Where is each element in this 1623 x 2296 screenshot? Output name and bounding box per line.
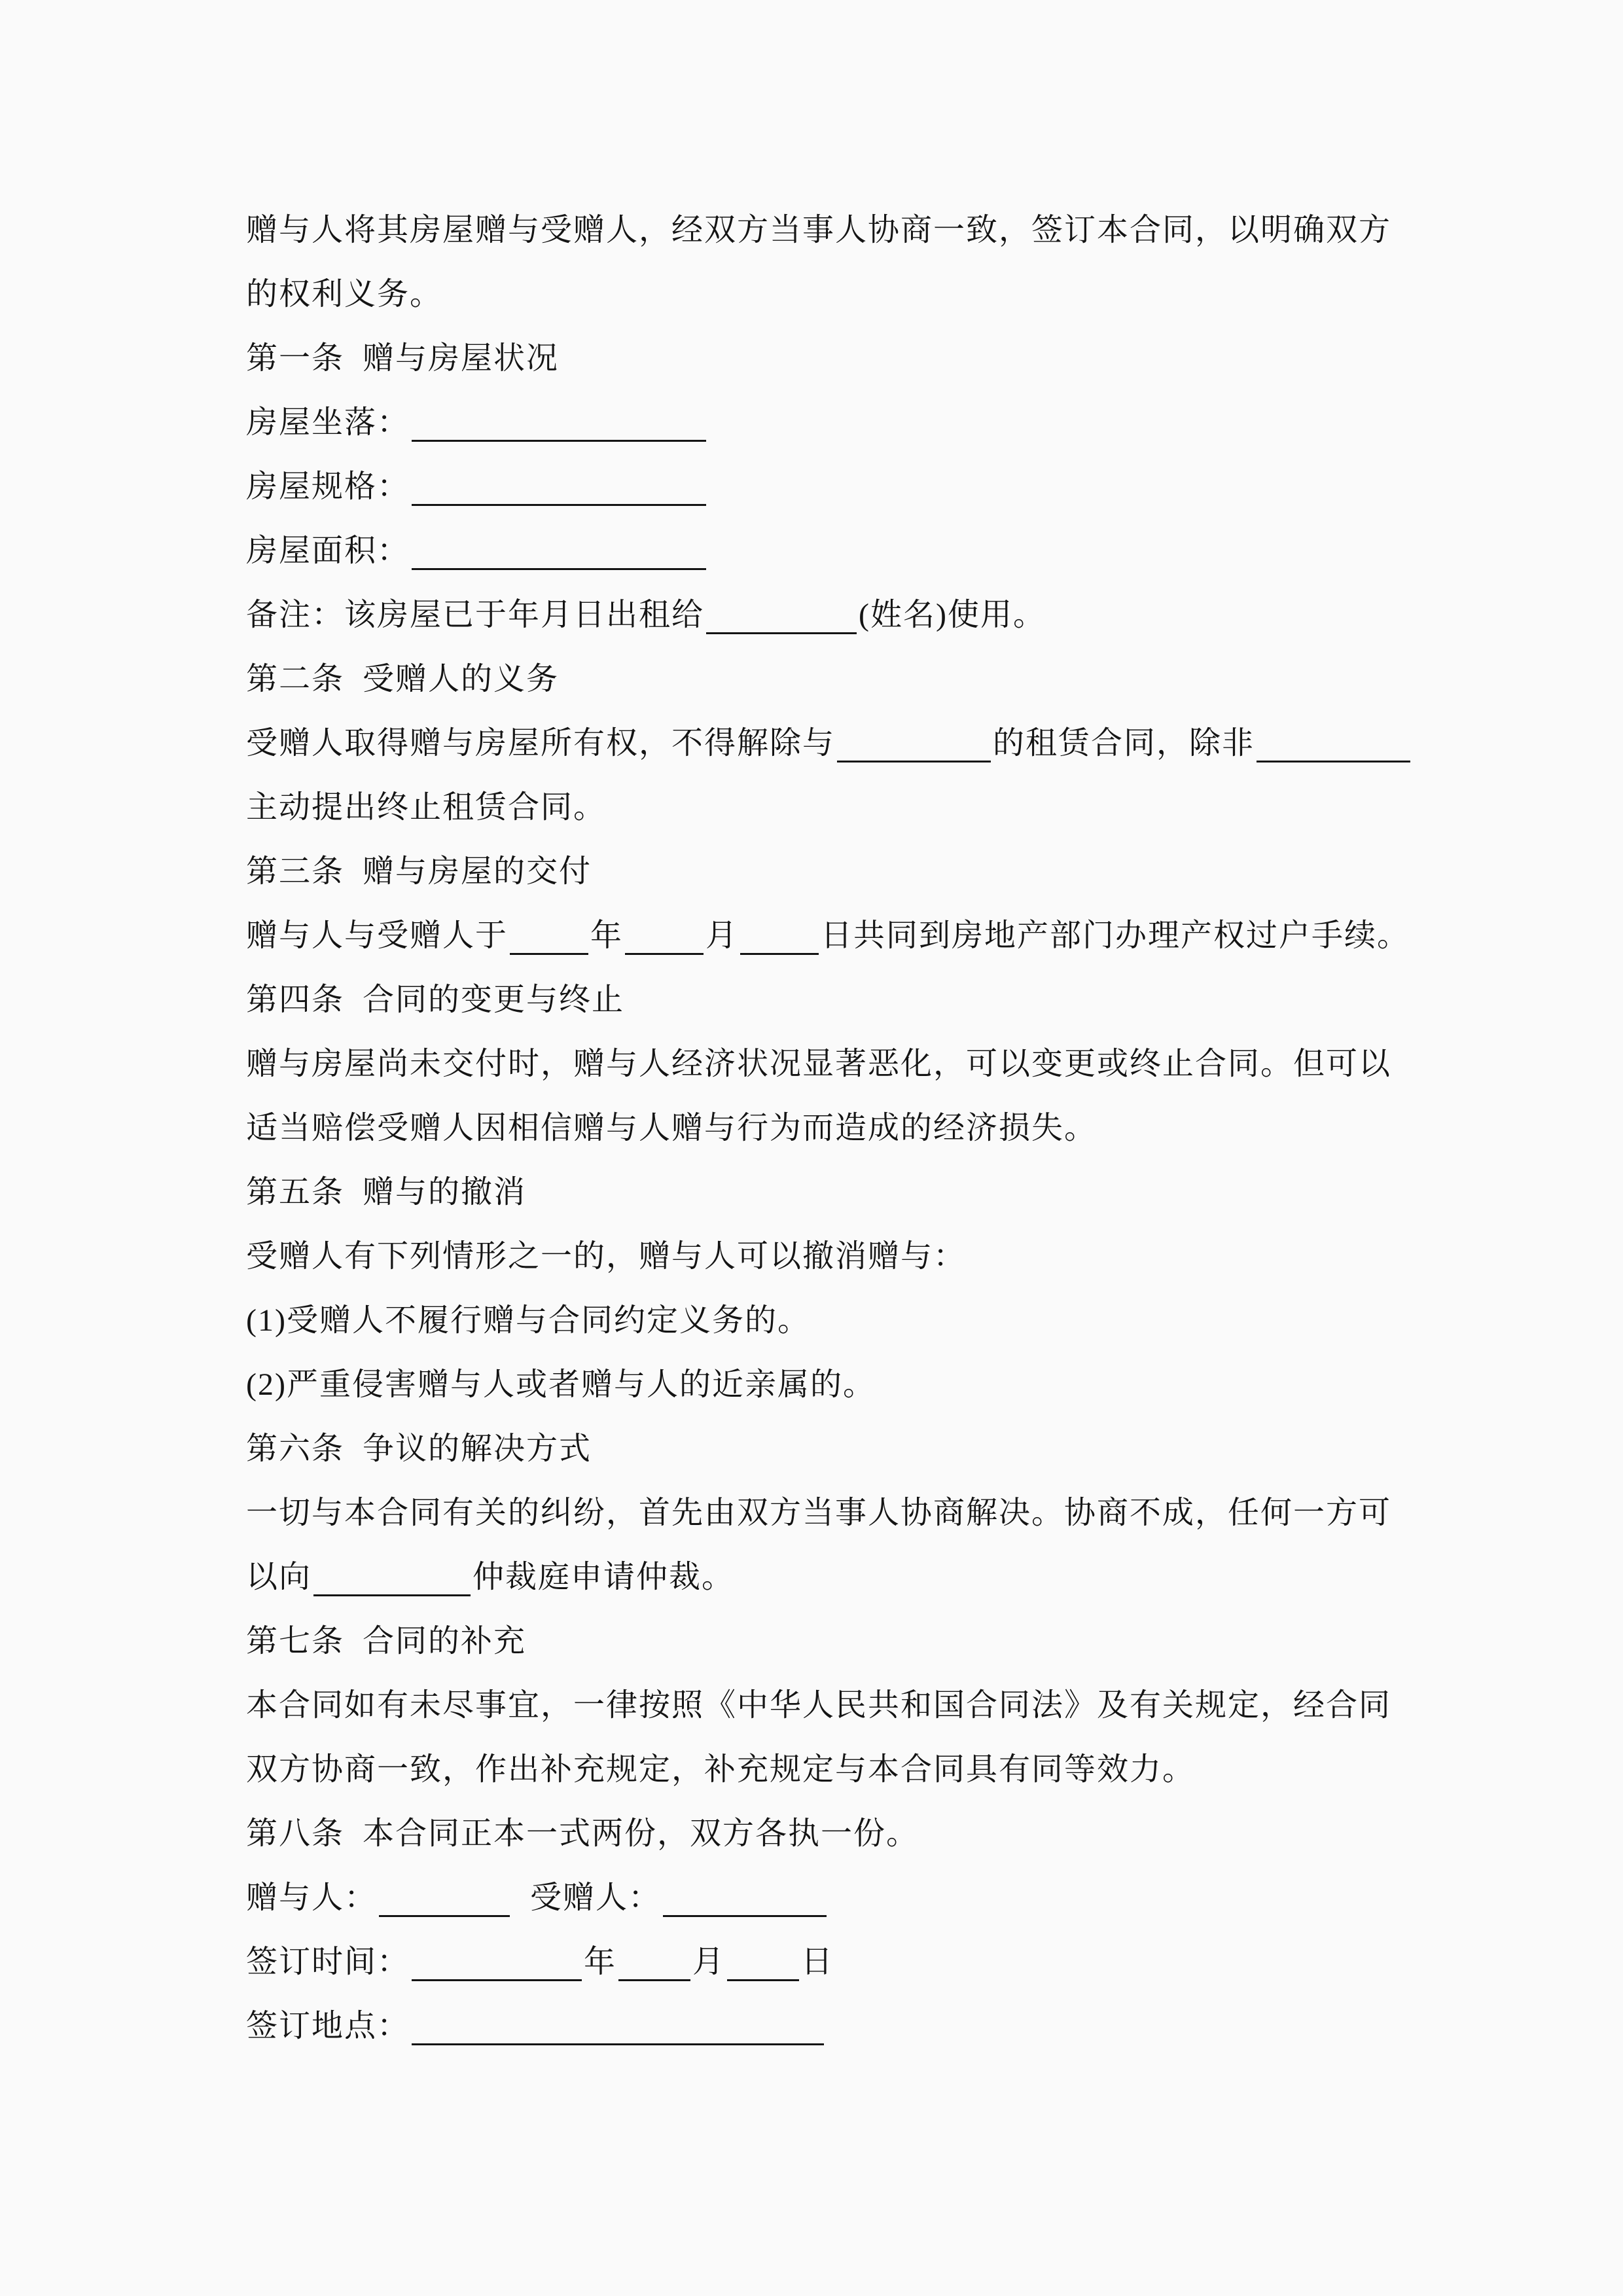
sign-date-line-text: 月 (692, 1945, 726, 1979)
article-4-line-1 (246, 1032, 1431, 1096)
blank-underline-field (740, 951, 819, 955)
blank-underline-field (1257, 759, 1410, 762)
contract-body (246, 198, 1431, 2058)
article-5-item-1-text: (1)受赠人不履行赠与合同约定义务的。 (246, 1303, 810, 1338)
intro-line-1-text: 赠与人将其房屋赠与受赠人，经双方当事人协商一致，签订本合同，以明确双方 (246, 213, 1392, 247)
signature-line-text: 赠与人： (246, 1880, 378, 1915)
article-5-item-2 (246, 1353, 1431, 1417)
article-5-line-1-text: 受赠人有下列情形之一的，赠与人可以撤消赠与： (246, 1239, 967, 1274)
article-2-line-2 (246, 776, 1431, 840)
article-7-line-1 (246, 1674, 1431, 1738)
article-6-heading-text: 第六条 争议的解决方式 (246, 1431, 592, 1466)
article-2-line-1-text: 受赠人取得赠与房屋所有权，不得解除与 (246, 726, 836, 761)
article-6-heading (246, 1417, 1431, 1481)
remark-line (246, 583, 1431, 647)
intro-line-1 (246, 198, 1431, 262)
blank-underline-field (510, 951, 588, 955)
blank-underline-field (618, 1977, 690, 1981)
article-8-heading-text: 第八条 本合同正本一式两份，双方各执一份。 (246, 1816, 919, 1851)
article-5-heading-text: 第五条 赠与的撤消 (246, 1175, 527, 1210)
article-5-heading (246, 1160, 1431, 1225)
article-3-line-1-text: 赠与人与受赠人于 (246, 918, 508, 953)
blank-underline-field (412, 502, 706, 506)
article-3-heading-text: 第三条 赠与房屋的交付 (246, 854, 592, 889)
article-2-line-1 (246, 711, 1431, 776)
article-7-heading-text: 第七条 合同的补充 (246, 1624, 527, 1659)
intro-line-2-text: 的权利义务。 (246, 277, 443, 312)
sign-date-line-text: 日 (801, 1945, 834, 1979)
sign-date-line-text: 年 (584, 1945, 617, 1979)
article-6-line-2 (246, 1545, 1431, 1609)
article-2-line-1-text: 的租赁合同，除非 (993, 726, 1255, 761)
remark-line-text: 备注：该房屋已于年月日出租给 (246, 598, 705, 632)
signature-line (246, 1866, 1431, 1930)
article-6-line-1-text: 一切与本合同有关的纠纷，首先由双方当事人协商解决。协商不成，任何一方可 (246, 1496, 1392, 1530)
blank-underline-field (837, 759, 991, 762)
intro-line-2 (246, 262, 1431, 327)
blank-underline-field (412, 438, 706, 442)
blank-underline-field (727, 1977, 799, 1981)
field-house-area-text: 房屋面积： (246, 533, 410, 568)
article-7-line-1-text: 本合同如有未尽事宜，一律按照《中华人民共和国合同法》及有关规定，经合同 (246, 1688, 1392, 1723)
article-5-line-1 (246, 1225, 1431, 1289)
article-6-line-2-text: 以向 (246, 1560, 312, 1594)
article-6-line-2-text: 仲裁庭申请仲裁。 (473, 1560, 735, 1594)
sign-date-line (246, 1930, 1431, 1994)
article-2-heading-text: 第二条 受赠人的义务 (246, 662, 560, 696)
field-house-area (246, 519, 1431, 583)
article-3-line-1-text: 月 (705, 918, 739, 953)
article-5-item-1 (246, 1289, 1431, 1353)
article-3-line-1-text: 日共同到房地产部门办理产权过户手续。 (821, 918, 1410, 953)
article-4-line-2 (246, 1096, 1431, 1160)
blank-underline-field (412, 566, 706, 570)
sign-place-line-text: 签订地点： (246, 2009, 410, 2043)
blank-underline-field (313, 1592, 471, 1596)
field-house-location-text: 房屋坐落： (246, 405, 410, 440)
article-4-heading-text: 第四条 合同的变更与终止 (246, 982, 625, 1017)
article-1-heading-text: 第一条 赠与房屋状况 (246, 341, 560, 376)
article-7-line-2-text: 双方协商一致，作出补充规定，补充规定与本合同具有同等效力。 (246, 1752, 1196, 1787)
article-2-line-2-text: 主动提出终止租赁合同。 (246, 790, 607, 825)
article-3-line-1 (246, 904, 1431, 968)
article-2-heading (246, 647, 1431, 711)
blank-underline-field (412, 1977, 582, 1981)
article-1-heading (246, 327, 1431, 391)
signature-line-text: 受赠人： (512, 1880, 662, 1915)
field-house-spec (246, 455, 1431, 519)
blank-underline-field (379, 1913, 510, 1917)
article-4-line-1-text: 赠与房屋尚未交付时，赠与人经济状况显著恶化，可以变更或终止合同。但可以 (246, 1047, 1392, 1081)
article-8-heading (246, 1802, 1431, 1866)
article-4-line-2-text: 适当赔偿受赠人因相信赠与人赠与行为而造成的经济损失。 (246, 1111, 1097, 1145)
article-7-heading (246, 1609, 1431, 1674)
blank-underline-field (706, 630, 857, 634)
article-4-heading (246, 968, 1431, 1032)
sign-date-line-text: 签订时间： (246, 1945, 410, 1979)
article-3-line-1-text: 年 (590, 918, 624, 953)
field-house-location (246, 391, 1431, 455)
blank-underline-field (412, 2041, 824, 2045)
article-3-heading (246, 840, 1431, 904)
blank-underline-field (625, 951, 704, 955)
remark-line-text: (姓名)使用。 (859, 598, 1046, 632)
article-7-line-2 (246, 1738, 1431, 1802)
blank-underline-field (663, 1913, 827, 1917)
article-6-line-1 (246, 1481, 1431, 1545)
sign-place-line (246, 1994, 1431, 2058)
field-house-spec-text: 房屋规格： (246, 469, 410, 504)
article-5-item-2-text: (2)严重侵害赠与人或者赠与人的近亲属的。 (246, 1367, 876, 1402)
